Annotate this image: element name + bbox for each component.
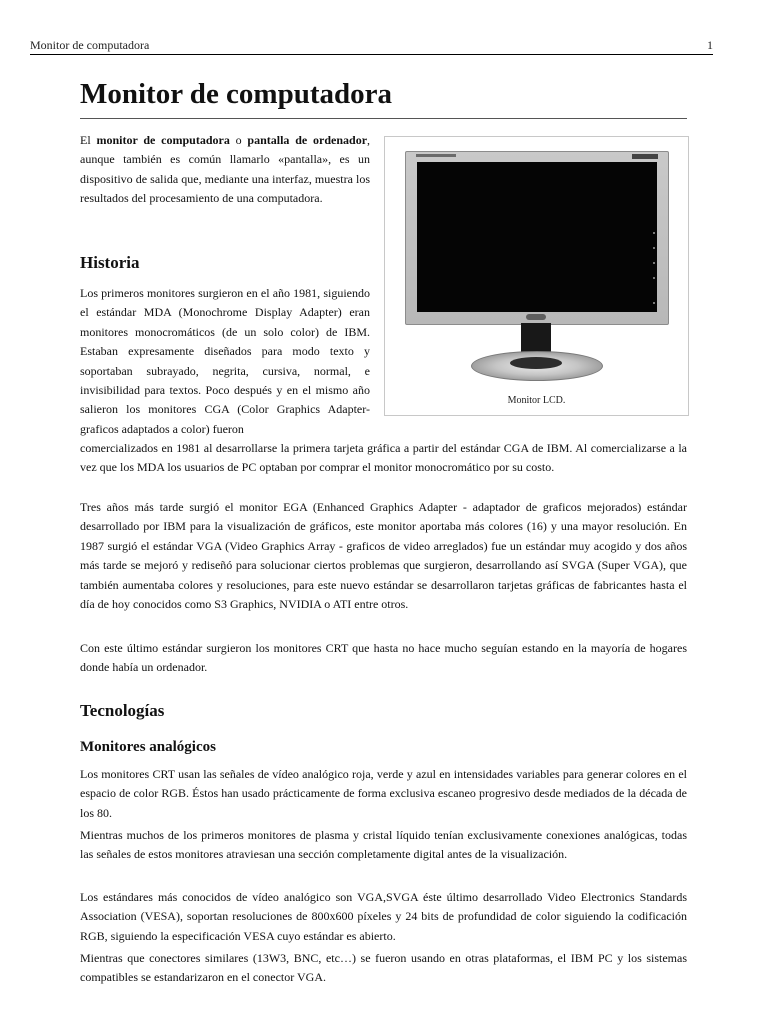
- power-dot: [653, 302, 655, 304]
- brand-logo-mark: [526, 314, 546, 320]
- historia-paragraph-1-continued: comercializados en 1981 al desarrollarse la primera tarjeta gráfica a partir del estándar CGA de IBM. Al comercializarse a la vez que los MDA los usuarios de PC optaban por comprar el monitor monocromático por su costo.: [80, 441, 687, 475]
- monitor-screen: [417, 162, 657, 312]
- control-dot: [653, 277, 655, 279]
- header-rule: [30, 54, 713, 55]
- control-dot: [653, 262, 655, 264]
- analog-paragraph-1: Los monitores CRT usan las señales de vídeo analógico roja, verde y azul en intensidades variables para generar colores en el espacio de color RGB. Éstos han usado prácticamente de forma exclusiva escaneo progresivo desde mediados de la década de los 80.: [80, 767, 687, 820]
- control-dot: [653, 247, 655, 249]
- intro-text-3: , aunque también es común llamarlo «pantalla», es un dispositivo de salida que, mediante una interfaz, muestra los resultados del procesamiento de una computadora.: [80, 133, 371, 206]
- historia-paragraph-2: Tres años más tarde surgió el monitor EGA (Enhanced Graphics Adapter - adaptador de graficos mejorados) estándar desarrollado por IBM para la visualización de gráficos, este monitor aportaba más colores (16) y una mayor resolución. En 1987 surgió el estándar VGA (Video Graphics Array - graficos de video arreglados) fue un estándar muy acogido y dos años más tarde se mejoró y rediseñó para solucionar ciertos problemas que surgieron, desarrollando así SVGA (Super VGA), que también aumentaba colores y resoluciones, para este nuevo estándar se desarrollaron tarjetas gráficas de fabricantes hasta el día de hoy conocidos como S3 Graphics, NVIDIA o ATI entre otros.: [80, 500, 687, 612]
- intro-text-2: o: [229, 133, 248, 147]
- page-number: 1: [707, 38, 713, 52]
- figure-caption: Monitor LCD.: [507, 395, 566, 406]
- figure-lcd-monitor: [384, 136, 689, 416]
- lcd-monitor-icon: [405, 151, 667, 381]
- page-title: Monitor de computadora: [80, 78, 393, 110]
- historia-paragraph-3: Con este último estándar surgieron los monitores CRT que hasta no hace mucho seguían estando en la mayoría de hogares donde había un ordenador.: [80, 641, 687, 675]
- monitor-bezel: [405, 151, 669, 325]
- monitor-base-center: [510, 357, 562, 369]
- control-dot: [653, 232, 655, 234]
- historia-paragraph-1-wrapped: Los primeros monitores surgieron en el año 1981, siguiendo el estándar MDA (Monochrome Display Adapter) eran monitores monocromáticos (de un solo color) de IBM. Estaban expresamente diseñados para modo texto y soportaban subrayado, negrita, cursiva, normal, e invisibilidad para textos. Poco después y en el mismo año salieron los monitores CGA (Color Graphics Adapter-graficos adaptados a color) fueron: [80, 286, 370, 436]
- model-label-mark: [416, 154, 456, 157]
- running-title: Monitor de computadora: [30, 38, 150, 52]
- intro-paragraph: [80, 131, 370, 209]
- heading-historia: Historia: [80, 253, 140, 272]
- intro-bold-term-1: monitor de computadora: [96, 133, 230, 147]
- title-rule: [80, 118, 687, 119]
- heading-tecnologias: Tecnologías: [80, 701, 165, 720]
- analog-paragraph-3: Los estándares más conocidos de vídeo analógico son VGA,SVGA éste último desarrollado Video Electronics Standards Association (VESA), soportan resoluciones de 800x600 píxeles y 24 bits de profundidad de color siguiendo la codificación RGB, siguiendo la especificación VESA cuyo estándar es abierto.: [80, 890, 687, 943]
- heading-monitores-analogicos: Monitores analógicos: [80, 739, 216, 755]
- badge-mark: [632, 154, 658, 159]
- analog-paragraph-2: Mientras muchos de los primeros monitores de plasma y cristal líquido tenían exclusivamente conexiones analógicas, todas las señales de estos monitores atraviesan una sección completamente digital antes de la visualización.: [80, 828, 687, 862]
- analog-paragraph-4: Mientras que conectores similares (13W3, BNC, etc…) se fueron usando en otras plataformas, el IBM PC y los sistemas compatibles se estandarizaron en el conector VGA.: [80, 951, 687, 985]
- intro-text-1: El: [80, 133, 97, 147]
- running-header: [30, 38, 713, 53]
- intro-bold-term-2: pantalla de ordenador: [247, 133, 368, 147]
- monitor-base: [471, 351, 603, 381]
